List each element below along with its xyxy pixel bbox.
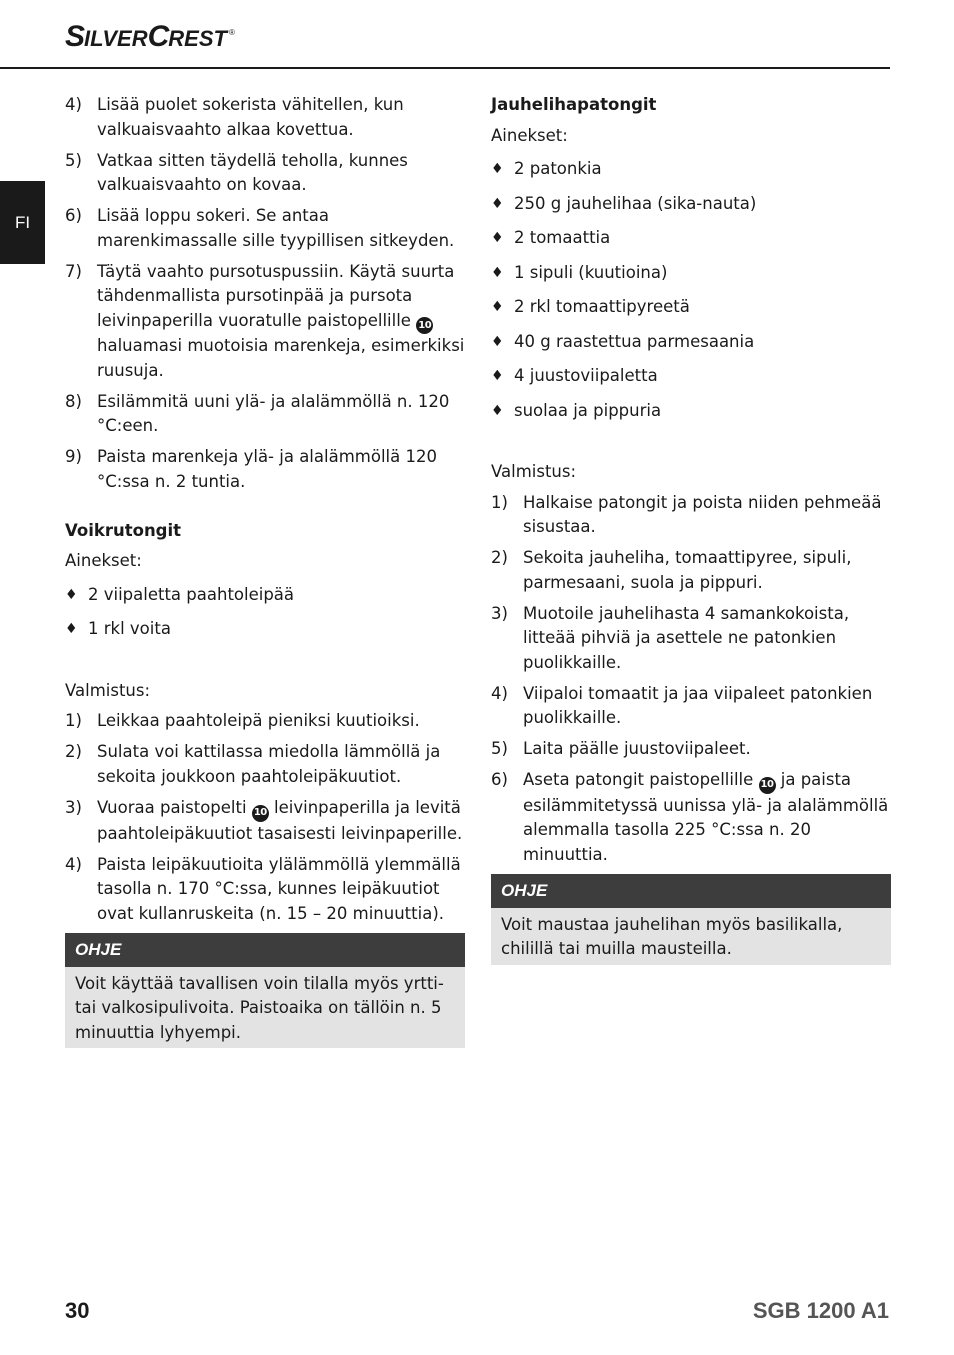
list-item: 3) Vuoraa paistopelti 10 leivinpaperilla ja levitä paahtoleipäkuutiot tasaisesti leivinpaperille. (65, 797, 463, 843)
diamond-bullet-icon: ♦ (491, 264, 504, 281)
note-title: OHJE (491, 874, 891, 908)
note-box (491, 874, 891, 965)
preparation-label: Valmistus: (65, 680, 151, 700)
diamond-bullet-icon: ♦ (491, 161, 504, 177)
note-text: Voit käyttää tavallisen voin tilalla myös yrtti- tai valkosipulivoita. Paistoaika on tällöin n. 5 minuuttia lyhyempi. (75, 973, 444, 1042)
brand-logo: SILVERCREST ® (65, 20, 234, 53)
diamond-bullet-icon: ♦ (491, 368, 504, 384)
list-item: ♦ 2 tomaattia (491, 226, 891, 251)
header-divider (0, 67, 890, 69)
list-item: ♦ 40 g raastettua parmesaania (491, 330, 891, 355)
ingredients-list (491, 157, 891, 423)
note-text: Voit maustaa jauhelihan myös basilikalla, chilillä tai muilla mausteilla. (501, 914, 843, 959)
list-item: 9) Paista marenkeja ylä- ja alalämmöllä 120 °C:ssa n. 2 tuntia. (65, 447, 437, 491)
diamond-bullet-icon: ♦ (491, 333, 504, 350)
list-item: 4) Paista leipäkuutioita ylälämmöllä ylemmällä tasolla n. 170 °C:ssa, kunnes leipäkuutiot ovat kullanruskeita (n. 15 – 20 minuuttia). (65, 854, 461, 923)
diamond-bullet-icon: ♦ (491, 230, 504, 246)
ingredients-label: Ainekset: (491, 125, 568, 145)
part-reference-icon: 10 (416, 317, 433, 334)
ingredients-label: Ainekset: (65, 551, 142, 571)
list-item: ♦ 2 viipaletta paahtoleipää (65, 583, 465, 608)
list-item: ♦ 250 g jauhelihaa (sika-nauta) (491, 192, 891, 217)
list-item: ♦ 4 juustoviipaletta (491, 364, 891, 389)
list-item: ♦ 2 patonkia (491, 157, 891, 182)
list-item: ♦ 1 rkl voita (65, 617, 465, 642)
list-item: 1) Leikkaa paahtoleipä pieniksi kuutioiksi. (65, 711, 420, 731)
diamond-bullet-icon: ♦ (491, 195, 504, 212)
diamond-bullet-icon: ♦ (491, 402, 504, 419)
meringue-steps-list (65, 93, 465, 494)
list-item: ♦ 1 sipuli (kuutioina) (491, 261, 891, 286)
list-item: 6) Lisää loppu sokeri. Se antaa marenkimassalle sille tyypillisen sitkeyden. (65, 206, 455, 250)
recipe-title: Voikrutongit (65, 520, 182, 540)
list-item: 6) Aseta patongit paistopellille 10 ja paista esilämmitetyssä uunissa ylä- ja alalämmöllä alemmalla tasolla 225 °C:ssa n. 20 minuuttia. (491, 770, 889, 864)
part-reference-icon: 10 (252, 805, 269, 822)
note-box (65, 933, 465, 1049)
preparation-steps-list (491, 491, 891, 868)
list-item: ♦ suolaa ja pippuria (491, 399, 891, 424)
list-item: 1) Halkaise patongit ja poista niiden pehmeää sisustaa. (491, 492, 882, 536)
note-title: OHJE (65, 933, 465, 967)
list-item: 8) Esilämmitä uuni ylä- ja alalämmöllä n. 120 °C:een. (65, 391, 450, 436)
list-item: 4) Lisää puolet sokerista vähitellen, kun valkuaisvaahto alkaa kovettua. (65, 95, 404, 139)
recipe-title: Jauhelihapatongit (491, 95, 657, 114)
list-item: 3) Muotoile jauhelihasta 4 samankokoista, litteää pihviä ja asettele ne patonkien puolikkaille. (491, 603, 850, 672)
right-column (491, 93, 891, 965)
list-item: 2) Sulata voi kattilassa miedolla lämmöllä ja sekoita joukkoon paahtoleipäkuutiot. (65, 742, 441, 786)
language-tab: FI (0, 181, 45, 264)
ingredients-list (65, 583, 465, 642)
page-number: 30 (65, 1298, 90, 1323)
left-column (65, 93, 465, 1048)
preparation-steps-list (65, 709, 465, 926)
diamond-bullet-icon: ♦ (65, 621, 78, 638)
list-item: 4) Viipaloi tomaatit ja jaa viipaleet patonkien puolikkaille. (491, 683, 873, 727)
list-item: ♦ 2 rkl tomaattipyreetä (491, 295, 891, 320)
list-item: 2) Sekoita jauheliha, tomaattipyree, sipuli, parmesaani, suola ja pippuri. (491, 548, 852, 592)
list-item: 5) Vatkaa sitten täydellä teholla, kunnes valkuaisvaahto on kovaa. (65, 150, 408, 194)
part-reference-icon: 10 (759, 777, 776, 794)
list-item: 5) Laita päälle juustoviipaleet. (491, 739, 751, 758)
list-item: 7) Täytä vaahto pursotuspussiin. Käytä suurta tähdenmallista pursotinpää ja pursota leivinpaperilla vuoratulle paistopellille 10 haluamasi muotoisia marenkeja, esimerkiksi ruusuja. (65, 261, 465, 380)
model-label: SGB 1200 A1 (752, 1298, 889, 1323)
diamond-bullet-icon: ♦ (491, 299, 504, 315)
diamond-bullet-icon: ♦ (65, 586, 78, 603)
preparation-label: Valmistus: (491, 462, 577, 481)
